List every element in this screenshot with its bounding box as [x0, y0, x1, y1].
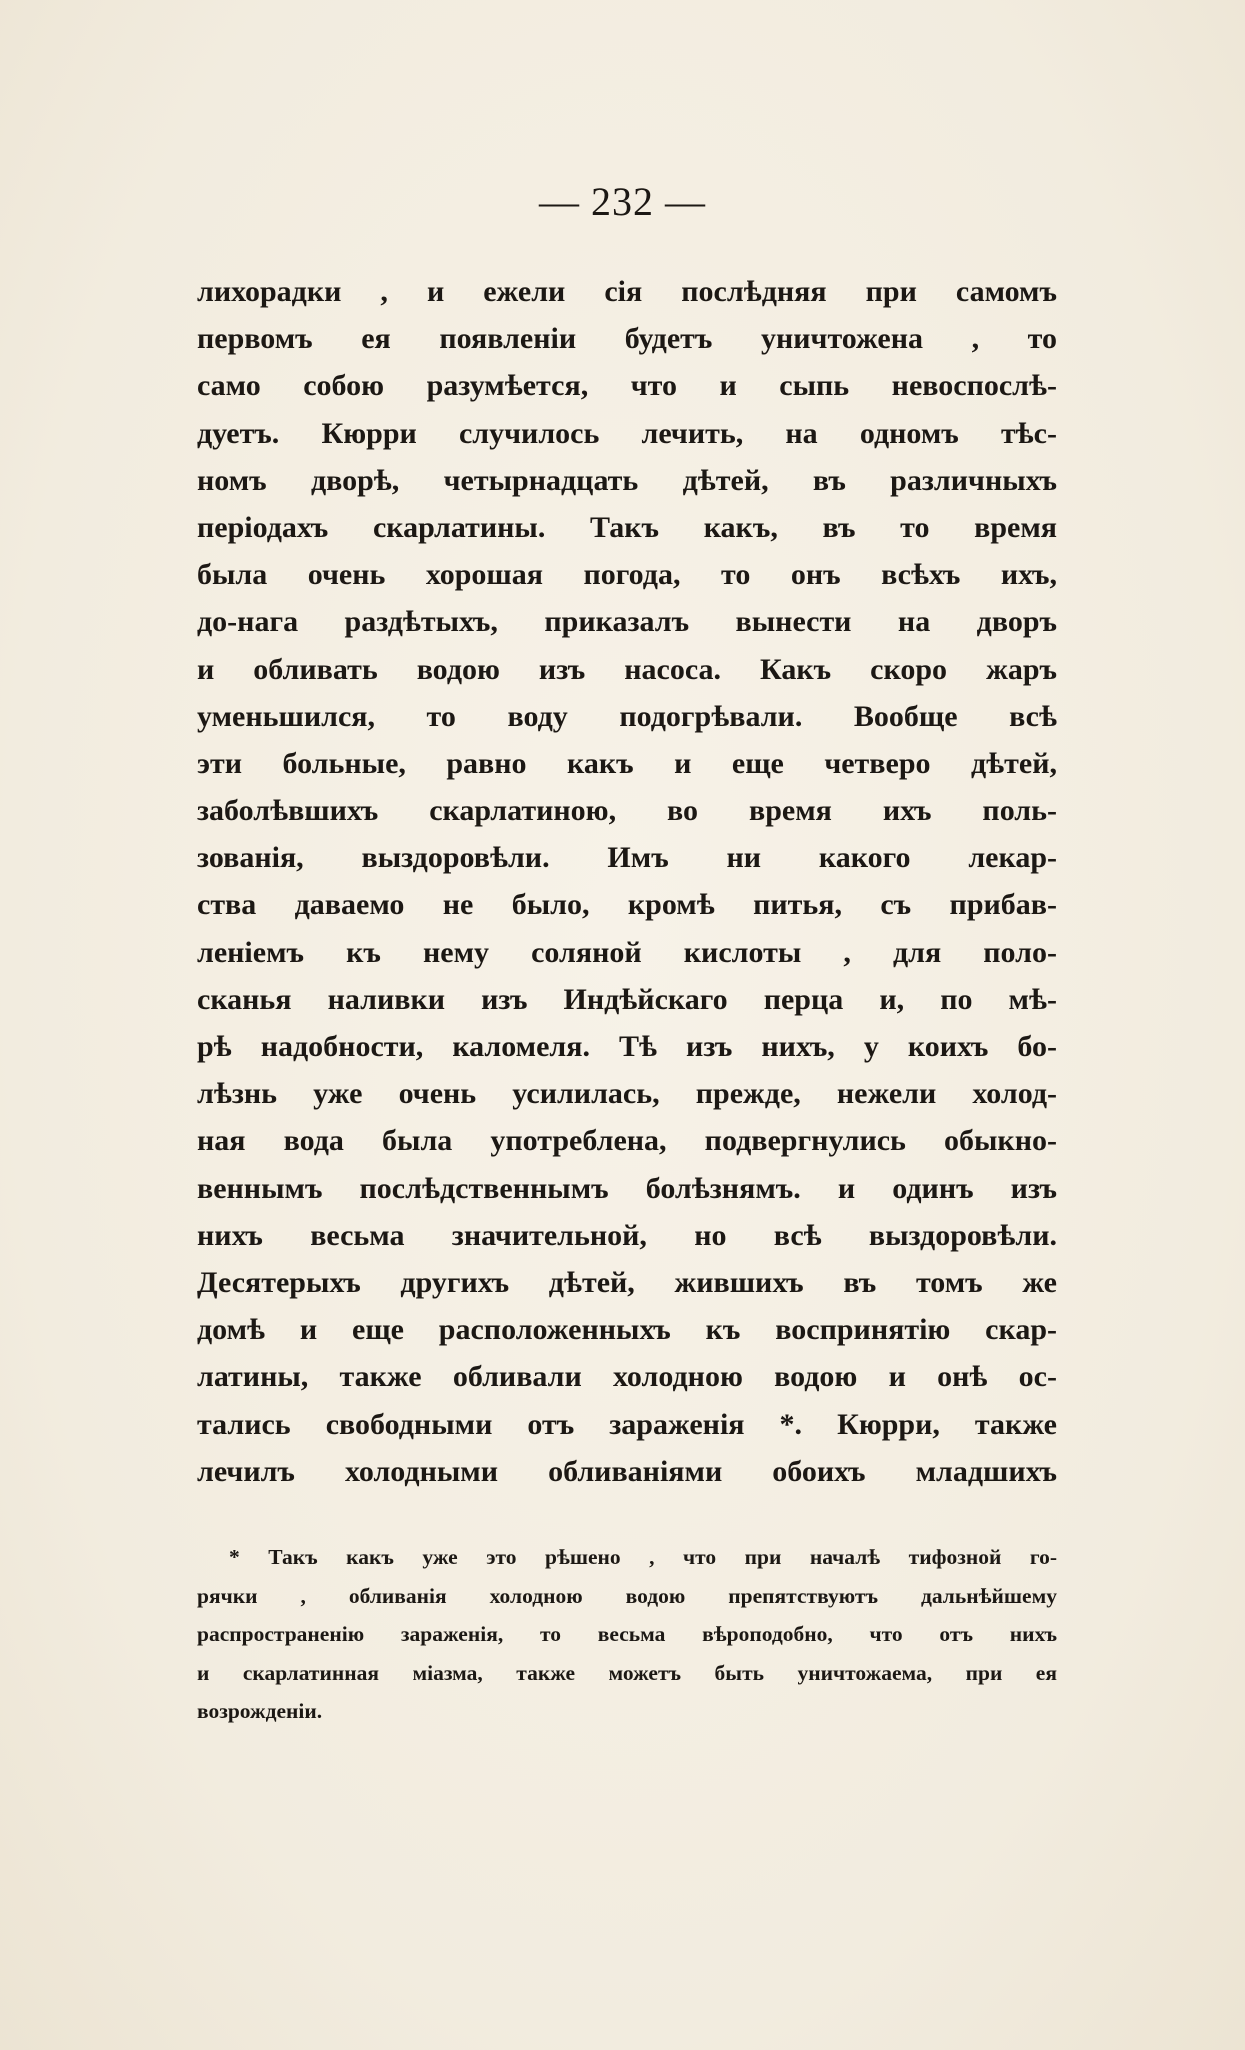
text-line: веннымъ послѣдственнымъ болѣзнямъ. и одинъ изъ [197, 1171, 1057, 1205]
text-line: лечилъ холодными обливаніями обоихъ младшихъ [197, 1454, 1057, 1488]
text-line: сканья наливки изъ Индѣйскаго перца и, по мѣ- [197, 982, 1057, 1016]
footnote-line: распространенію зараженія, то весьма вѣроподобно, что отъ нихъ [197, 1622, 1057, 1646]
page-number: — 232 — [539, 179, 706, 224]
text-line: рѣ надобности, каломеля. Тѣ изъ нихъ, у коихъ бо- [197, 1030, 1057, 1063]
footnote [197, 1538, 1057, 1731]
text-line: ства даваемо не было, кромѣ питья, съ прибав- [197, 888, 1057, 922]
text-line: номъ дворѣ, четырнадцать дѣтей, въ различныхъ [197, 463, 1057, 497]
text-line: Десятерыхъ другихъ дѣтей, жившихъ въ томъ же [197, 1265, 1057, 1299]
text-line: была очень хорошая погода, то онъ всѣхъ ихъ, [197, 558, 1057, 592]
text-line: латины, также обливали холодною водою и онѣ ос- [197, 1360, 1057, 1394]
text-line: ная вода была употреблена, подвергнулись обыкно- [197, 1124, 1057, 1158]
text-line: домѣ и еще расположенныхъ къ воспринятію скар- [197, 1313, 1057, 1347]
footnote-line: * Такъ какъ уже это рѣшено , что при началѣ тифозной го- [229, 1545, 1057, 1569]
text-line: періодахъ скарлатины. Такъ какъ, въ то время [197, 510, 1057, 544]
text-line: лѣзнь уже очень усилилась, прежде, нежели холод- [197, 1077, 1057, 1111]
text-line: леніемъ къ нему соляной кислоты , для поло- [197, 935, 1057, 969]
text-line: первомъ ея появленіи будетъ уничтожена , то [197, 322, 1057, 356]
text-line: эти больные, равно какъ и еще четверо дѣтей, [197, 746, 1057, 780]
text-line: заболѣвшихъ скарлатиною, во время ихъ поль- [197, 794, 1057, 828]
text-line: тались свободными отъ зараженія *. Кюрри, также [197, 1407, 1057, 1441]
text-line: лихорадки , и ежели сія послѣдняя при самомъ [197, 275, 1057, 308]
text-line: дуетъ. Кюрри случилось лечить, на одномъ тѣс- [197, 416, 1057, 450]
footnote-line: возрожденіи. [197, 1699, 323, 1723]
text-line: и обливать водою изъ насоса. Какъ скоро жаръ [197, 652, 1057, 686]
text-line: нихъ весьма значительной, но всѣ выздоровѣли. [197, 1218, 1057, 1252]
text-line: само собою разумѣется, что и сыпь невоспослѣ- [197, 369, 1057, 403]
text-line: уменьшился, то воду подогрѣвали. Вообще всѣ [197, 699, 1057, 733]
footnote-line: и скарлатинная міазма, также можетъ быть уничтожаема, при ея [197, 1660, 1057, 1685]
footnote-line: рячки , обливанія холодною водою препятствуютъ дальнѣйшему [197, 1583, 1057, 1608]
text-line: зованія, выздоровѣли. Имъ ни какого лекар- [197, 841, 1057, 875]
main-text [197, 268, 1057, 1495]
text-line: до-нага раздѣтыхъ, приказалъ вынести на дворъ [197, 605, 1057, 639]
